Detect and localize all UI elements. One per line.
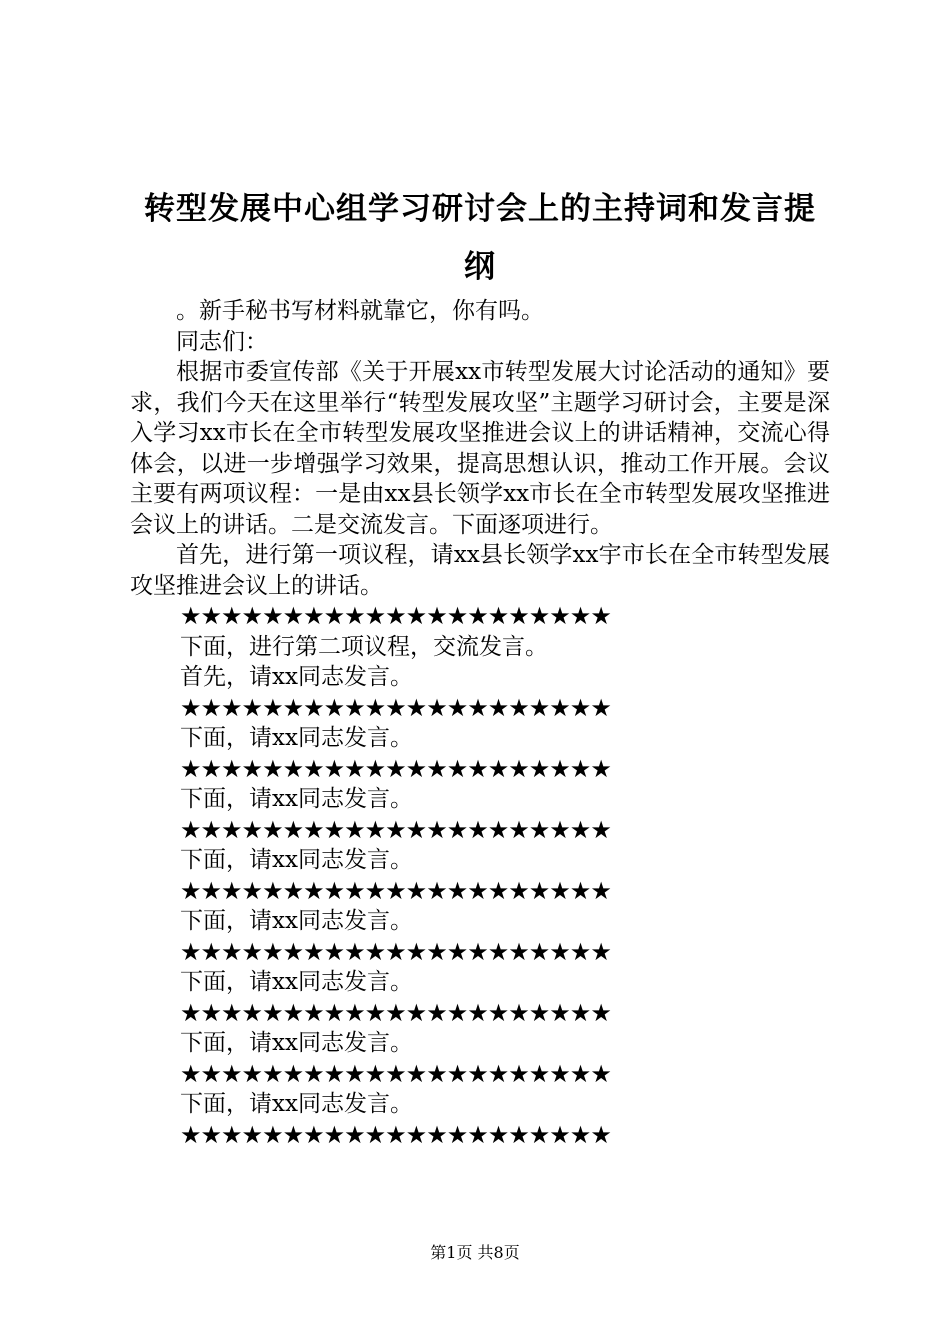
salutation: 同志们： — [176, 328, 268, 355]
next-speaker-line: 下面，请xx同志发言。 — [180, 1030, 413, 1056]
paragraph-first-item: 首先，进行第一项议程，请xx县长领学xx宇市长在全市转型发展攻坚推进会议上的讲话。 — [130, 542, 830, 599]
star-separator: ★★★★★★★★★★★★★★★★★★★★★ — [180, 998, 611, 1027]
next-speaker-line: 下面，请xx同志发言。 — [180, 908, 413, 934]
next-speaker-line: 下面，请xx同志发言。 — [180, 786, 413, 812]
next-speaker-line: 下面，请xx同志发言。 — [180, 969, 413, 995]
first-speaker-line: 首先，请xx同志发言。 — [180, 664, 413, 690]
star-separator: ★★★★★★★★★★★★★★★★★★★★★ — [180, 754, 611, 783]
next-speaker-line: 下面，请xx同志发言。 — [180, 847, 413, 873]
intro-line: 。新手秘书写材料就靠它，你有吗。 — [176, 298, 544, 324]
second-item-line: 下面，进行第二项议程，交流发言。 — [180, 633, 548, 660]
star-separator: ★★★★★★★★★★★★★★★★★★★★★ — [180, 937, 611, 966]
next-speaker-line: 下面，请xx同志发言。 — [180, 725, 413, 751]
star-separator: ★★★★★★★★★★★★★★★★★★★★★ — [180, 1059, 611, 1088]
document-title: 转型发展中心组学习研讨会上的主持词和发言提纲 — [144, 191, 816, 285]
document-body — [130, 296, 830, 1150]
star-separator: ★★★★★★★★★★★★★★★★★★★★★ — [180, 602, 611, 630]
document-page — [130, 180, 830, 1150]
star-separator: ★★★★★★★★★★★★★★★★★★★★★ — [180, 1120, 611, 1149]
star-separator: ★★★★★★★★★★★★★★★★★★★★★ — [180, 876, 611, 905]
page-footer: 第1页 共8页 — [430, 1243, 520, 1262]
star-separator: ★★★★★★★★★★★★★★★★★★★★★ — [180, 693, 611, 722]
next-speaker-line: 下面，请xx同志发言。 — [180, 1091, 413, 1117]
star-separator: ★★★★★★★★★★★★★★★★★★★★★ — [180, 815, 611, 844]
paragraph-opening: 根据市委宣传部《关于开展xx市转型发展大讨论活动的通知》要求，我们今天在这里举行“转型发展攻坚”主题学习研讨会，主要是深入学习xx市长在全市转型发展攻坚推进会议上的讲话精神，交流心得体会，以进一步增强学习效果，提高思想认识，推动工作开展。会议主要有两项议程：一是由xx县长领学xx市长在全市转型发展攻坚推进会议上的讲话。二是交流发言。下面逐项进行。 — [130, 359, 830, 538]
